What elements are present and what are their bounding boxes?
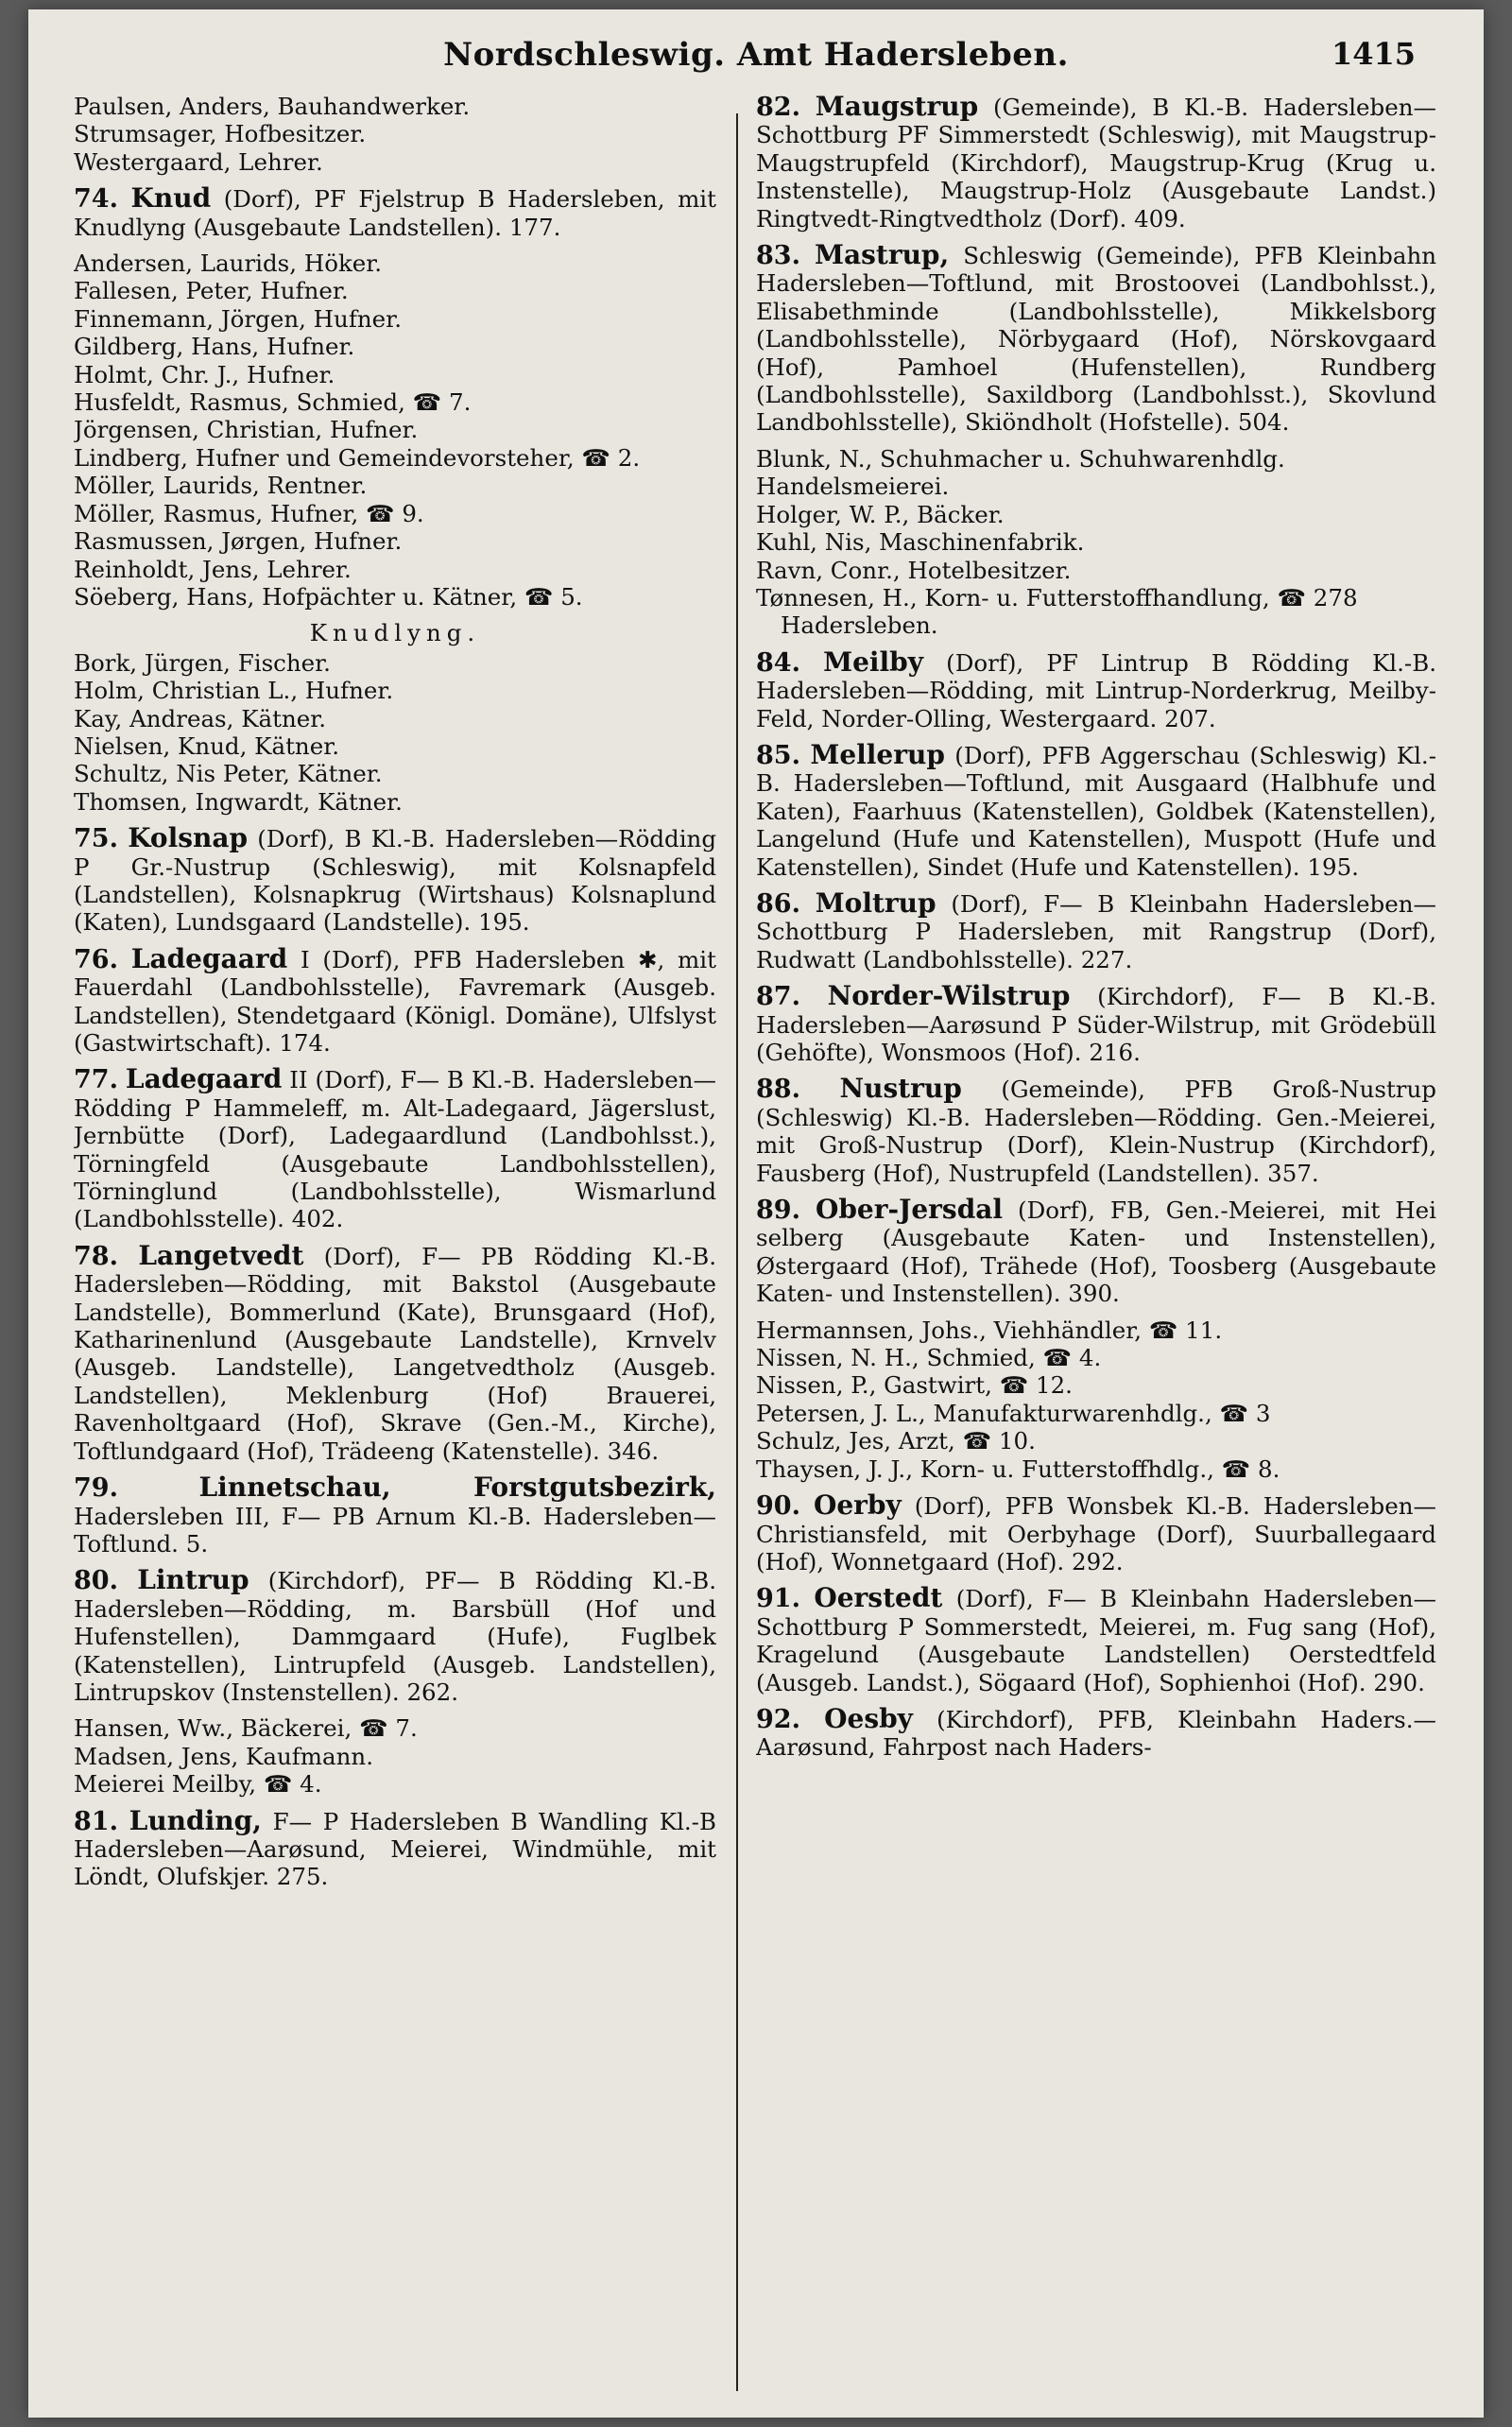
column-divider [736,113,738,2391]
entry-text: (Kirchdorf), PF— B Rödding Kl.-B. Hadersleben—Rödding, m. Barsbüll (Hof und Hufenstellen), Dammgaard (Hufe), Fuglbek (Katenstellen), Lintrupfeld (Ausgeb. Landstellen), Lintrupskov (Instenstellen). [74,1567,716,1706]
place-name: Lunding, [129,1804,262,1836]
population: 346. [607,1437,660,1465]
resident-line: Handelsmeierei. [756,473,950,501]
place-name: Mellerup [810,738,945,770]
entry-text: (Dorf), F— PB Rödding Kl.-B. Hadersleben—Rödding, mit Bakstol (Ausgebaute Landstelle), Bommerlund (Kate), Brunsgaard (Hof), Katharinenlund (Ausgebaute Landstelle), Krnvelv (Ausgeb. Landstelle), Langetvedtholz (Ausgeb. Landstellen), Meklenburg (Hof) Brauerei, Ravenholtgaard (Hof), Skrave (Gen.-M., Kirche), Toftlundgaard (Hof), Trädeeng (Katenstelle). [74,1242,716,1465]
resident-line: Ravn, Conr., Hotelbesitzer. [756,556,1072,584]
population: 409. [1134,204,1186,232]
resident-line: Holger, W. P., Bäcker. [756,500,1005,528]
resident-list [756,445,1436,640]
resident-line: Bork, Jürgen, Fischer. [74,648,331,677]
entry-83 [756,241,1436,437]
resident-list [74,649,716,816]
population: 195. [478,908,530,937]
entry-86 [756,886,1436,973]
resident-line: Schulz, Jes, Arzt, ☎ 10. [756,1427,1036,1455]
place-name: Ober-Jersdal [815,1194,1004,1226]
entry-text: I (Dorf), PFB Hadersleben ✱, mit Fauerdahl (Landbohlsstelle), Favremark (Ausgeb. Landstellen), Stendetgaard (Königl. Domäne), Ulfslyst (Gastwirtschaft). [74,945,716,1057]
place-name: Maugstrup [815,93,979,122]
entry-text: (Gemeinde), B Kl.-B. Hadersleben—Schottburg PF Simmerstedt (Schleswig), mit Maugstrup-Maugstrupfeld (Kirchdorf), Maugstrup-Krug (Krug u. Instenstelle), Maugstrup-Holz (Ausgebaute Landst.) Ringtvedt-Ringtvedtholz (Dorf). [756,94,1436,232]
entry-number: 80. [74,1566,118,1596]
entry-number: 77. [74,1065,118,1095]
entry-number: 87. [756,982,800,1012]
place-name: Ladegaard [125,1063,283,1095]
entry-number: 78. [74,1241,118,1271]
entry-number: 74. [74,184,118,215]
entry-87 [756,982,1436,1066]
population: 177. [508,213,561,241]
resident-line: Finnemann, Jörgen, Hufner. [74,304,402,333]
resident-line: Meierei Meilby, ☎ 4. [74,1770,322,1799]
population: 227. [1080,945,1133,973]
place-name: Norder-Wilstrup [827,980,1071,1012]
resident-list [74,250,716,611]
entry-text: (Kirchdorf), F— B Kl.-B. Hadersleben—Aarøsund P Süder-Wilstrup, mit Grödebüll (Gehöfte), Wonsmoos (Hof). [756,983,1436,1066]
place-name: Oerby [813,1489,902,1522]
resident-line: Kay, Andreas, Kätner. [74,704,327,732]
entry-number: 76. [74,944,118,974]
population: 174. [279,1029,331,1057]
population: 402. [291,1205,344,1233]
entry-number: 81. [74,1806,118,1836]
resident-line: Andersen, Laurids, Höker. [74,250,383,278]
population: 5. [185,1529,209,1558]
place-name: Linnetschau, Forstgutsbezirk, [198,1472,716,1504]
entry-number: 85. [756,740,800,770]
entry-number: 92. [756,1704,800,1734]
entry-90 [756,1491,1436,1575]
resident-list [74,93,716,176]
resident-line: Nielsen, Knud, Kätner. [74,732,339,760]
resident-line: Rasmussen, Jørgen, Hufner. [74,527,403,556]
entry-text: (Dorf), PFB Wonsbek Kl.-B. Hadersleben—Christiansfeld, mit Oerbyhage (Dorf), Suurballegaard (Hof), Wonnetgaard (Hof). [756,1492,1436,1575]
place-name: Ladegaard [130,942,288,974]
population: 357. [1267,1159,1319,1187]
entry-74 [74,184,716,241]
resident-line: Blunk, N., Schuhmacher u. Schuhwarenhdlg. [756,444,1285,473]
resident-line: Tønnesen, H., Korn- u. Futterstoffhandlung, ☎ 278 Hadersleben. [756,583,1358,640]
resident-list [74,1714,716,1798]
entry-84 [756,645,1436,732]
entry-89 [756,1196,1436,1308]
entry-80 [74,1566,716,1706]
entry-text: (Gemeinde), PFB Groß-Nustrup (Schleswig) Kl.-B. Hadersleben—Rödding. Gen.-Meierei, mit Groß-Nustrup (Dorf), Klein-Nustrup (Kirchdorf), Fausberg (Hof), Nustrupfeld (Landstellen). [756,1076,1436,1187]
resident-line: Hansen, Ww., Bäckerei, ☎ 7. [74,1714,418,1743]
resident-line: Söeberg, Hans, Hofpächter u. Kätner, ☎ 5. [74,582,583,611]
resident-list [756,1317,1436,1483]
page-number: 1415 [1331,36,1416,72]
entry-number: 84. [756,647,800,678]
running-title: Nordschleswig. Amt Hadersleben. [443,36,1069,74]
population: 390. [1068,1280,1120,1308]
resident-line: Nissen, P., Gastwirt, ☎ 12. [756,1371,1073,1400]
resident-line: Möller, Laurids, Rentner. [74,472,368,500]
place-name: Knud [130,182,212,215]
resident-line: Nissen, N. H., Schmied, ☎ 4. [756,1344,1102,1372]
entry-text: (Dorf), B Kl.-B. Hadersleben—Rödding P Gr.-Nustrup (Schleswig), mit Kolsnapfeld (Landstellen), Kolsnapkrug (Wirtshaus) Kolsnaplund (Katen), Lundsgaard (Landstelle). [74,825,716,937]
entry-88 [756,1075,1436,1187]
entry-number: 79. [74,1473,118,1504]
entry-76 [74,942,716,1058]
population: 504. [1237,408,1290,437]
page-header [28,28,1484,85]
entry-number: 83. [756,241,800,271]
entry-text: (Dorf), FB, Gen.-Meierei, mit Hei selberg (Ausgebaute Katen- und Instenstellen), Østergaard (Hof), Trähede (Hof), Toosberg (Ausgebaute Katen- und Instenstellen). [756,1196,1436,1308]
resident-line: Husfeldt, Rasmus, Schmied, ☎ 7. [74,388,472,417]
place-name: Oerstedt [814,1582,943,1614]
entry-text: (Dorf), F— B Kleinbahn Hadersleben—Schottburg P Sommerstedt, Meierei, m. Fug sang (Hof), Kragelund (Ausgebaute Landstellen) Oerstedtfeld (Ausgeb. Landst.), Sögaard (Hof), Sophienhoi (Hof). [756,1585,1436,1696]
entry-85 [756,738,1436,881]
population: 216. [1089,1039,1141,1066]
entry-82 [756,93,1436,232]
entry-text: (Dorf), F— B Kleinbahn Hadersleben—Schottburg P Hadersleben, mit Rangstrup (Dorf), Rudwatt (Landbohlsstelle). [756,889,1436,973]
resident-line: Jörgensen, Christian, Hufner. [74,416,419,444]
entry-75 [74,824,716,937]
place-name: Nustrup [839,1073,962,1105]
resident-line: Hermannsen, Johs., Viehhändler, ☎ 11. [756,1316,1223,1344]
entry-number: 82. [756,93,800,122]
place-name: Lintrup [137,1564,249,1596]
entry-number: 88. [756,1075,800,1105]
entry-number: 91. [756,1584,800,1614]
place-name: Meilby [823,645,924,678]
resident-line: Möller, Rasmus, Hufner, ☎ 9. [74,499,424,527]
resident-line: Schultz, Nis Peter, Kätner. [74,760,383,788]
resident-line: Gildberg, Hans, Hufner. [74,333,355,361]
document-page [28,9,1484,2418]
entry-text: (Kirchdorf), PFB, Kleinbahn Haders.—Aarøsund, Fahrpost nach Haders- [756,1705,1436,1762]
place-name: Moltrup [815,886,936,919]
entry-number: 86. [756,888,800,919]
resident-line: Holmt, Chr. J., Hufner. [74,360,335,388]
resident-line: Madsen, Jens, Kaufmann. [74,1742,373,1770]
entry-number: 90. [756,1491,800,1522]
resident-line: Thomsen, Ingwardt, Kätner. [74,787,403,816]
resident-line: Lindberg, Hufner und Gemeindevorsteher, ☎ 2. [74,443,641,472]
entry-92 [756,1702,1436,1762]
resident-line: Strumsager, Hofbesitzer. [74,120,367,148]
entry-text: (Dorf), PF Lintrup B Rödding Kl.-B. Hadersleben—Rödding, mit Lintrup-Norderkrug, Meilby-Feld, Norder-Olling, Westergaard. [756,648,1436,732]
population: 292. [1072,1547,1124,1575]
population: 290. [1373,1668,1425,1696]
resident-line: Holm, Christian L., Hufner. [74,677,394,705]
entry-text: (Dorf), PFB Aggerschau (Schleswig) Kl.-B. Hadersleben—Toftlund, mit Ausgaard (Halbhufe und Katen), Faarhuus (Katenstellen), Goldbek (Katenstellen), Langelund (Hufe und Katenstellen), Muspott (Hufe und Katenstellen), Sindet (Hufe und Katenstellen). [756,741,1436,881]
entry-91 [756,1584,1436,1696]
left-column [74,93,716,2399]
entry-number: 75. [74,824,118,854]
entry-79 [74,1473,716,1558]
resident-line: Petersen, J. L., Manufakturwarenhdlg., ☎ 3 [756,1399,1271,1427]
resident-line: Fallesen, Peter, Hufner. [74,277,349,305]
population: 207. [1164,704,1216,732]
entry-text: Schleswig (Gemeinde), PFB Kleinbahn Hadersleben—Toftlund, mit Brostoovei (Landbohlsst.), Elisabethminde (Landbohlsstelle), Mikkelsborg (Landbohlsstelle), Nörbygaard (Hof), Nörskovgaard (Hof), Pamhoel (Hufenstellen), Rundberg (Landbohlsstelle), Saxildborg (Landbohlsst.), Skovlund Landbohlsstelle), Skiöndholt (Hofstelle). [756,242,1436,437]
place-name: Langetvedt [138,1239,304,1271]
resident-line: Thaysen, J. J., Korn- u. Futterstoffhdlg., ☎ 8. [756,1454,1280,1483]
sub-heading: Knudlyng. [309,619,481,647]
population: 195. [1307,852,1359,881]
entry-81 [74,1804,716,1891]
entry-text: F— P Hadersleben B Wandling Kl.-B Hadersleben—Aarøsund, Meierei, Windmühle, mit Löndt, Olufskjer. [74,1807,716,1891]
population: 262. [406,1678,458,1706]
right-column [756,93,1436,2399]
entry-number: 89. [756,1196,800,1226]
resident-line: Paulsen, Anders, Bauhandwerker. [74,93,471,120]
entry-77 [74,1065,716,1232]
entry-text: II (Dorf), F— B Kl.-B. Hadersleben—Rödding P Hammeleff, m. Alt-Ladegaard, Jägerslust, Jernbütte (Dorf), Ladegaardlund (Landbohlsst.), Törningfeld (Ausgebaute Landbohlsstellen), Törninglund (Landbohlsstelle), Wismarlund (Landbohlsstelle). [74,1066,716,1233]
resident-line: Westergaard, Lehrer. [74,147,323,176]
population: 275. [276,1863,329,1891]
entry-text: Hadersleben III, F— PB Arnum Kl.-B. Hadersleben—Toftlund. [74,1502,716,1558]
place-name: Oesby [824,1702,913,1734]
entry-78 [74,1239,716,1465]
entry-text: (Dorf), PF Fjelstrup B Hadersleben, mit Knudlyng (Ausgebaute Landstellen). [74,185,716,241]
resident-line: Kuhl, Nis, Maschinenfabrik. [756,528,1085,557]
place-name: Kolsnap [128,822,249,854]
place-name: Mastrup, [814,239,950,271]
resident-line: Reinholdt, Jens, Lehrer. [74,555,352,583]
